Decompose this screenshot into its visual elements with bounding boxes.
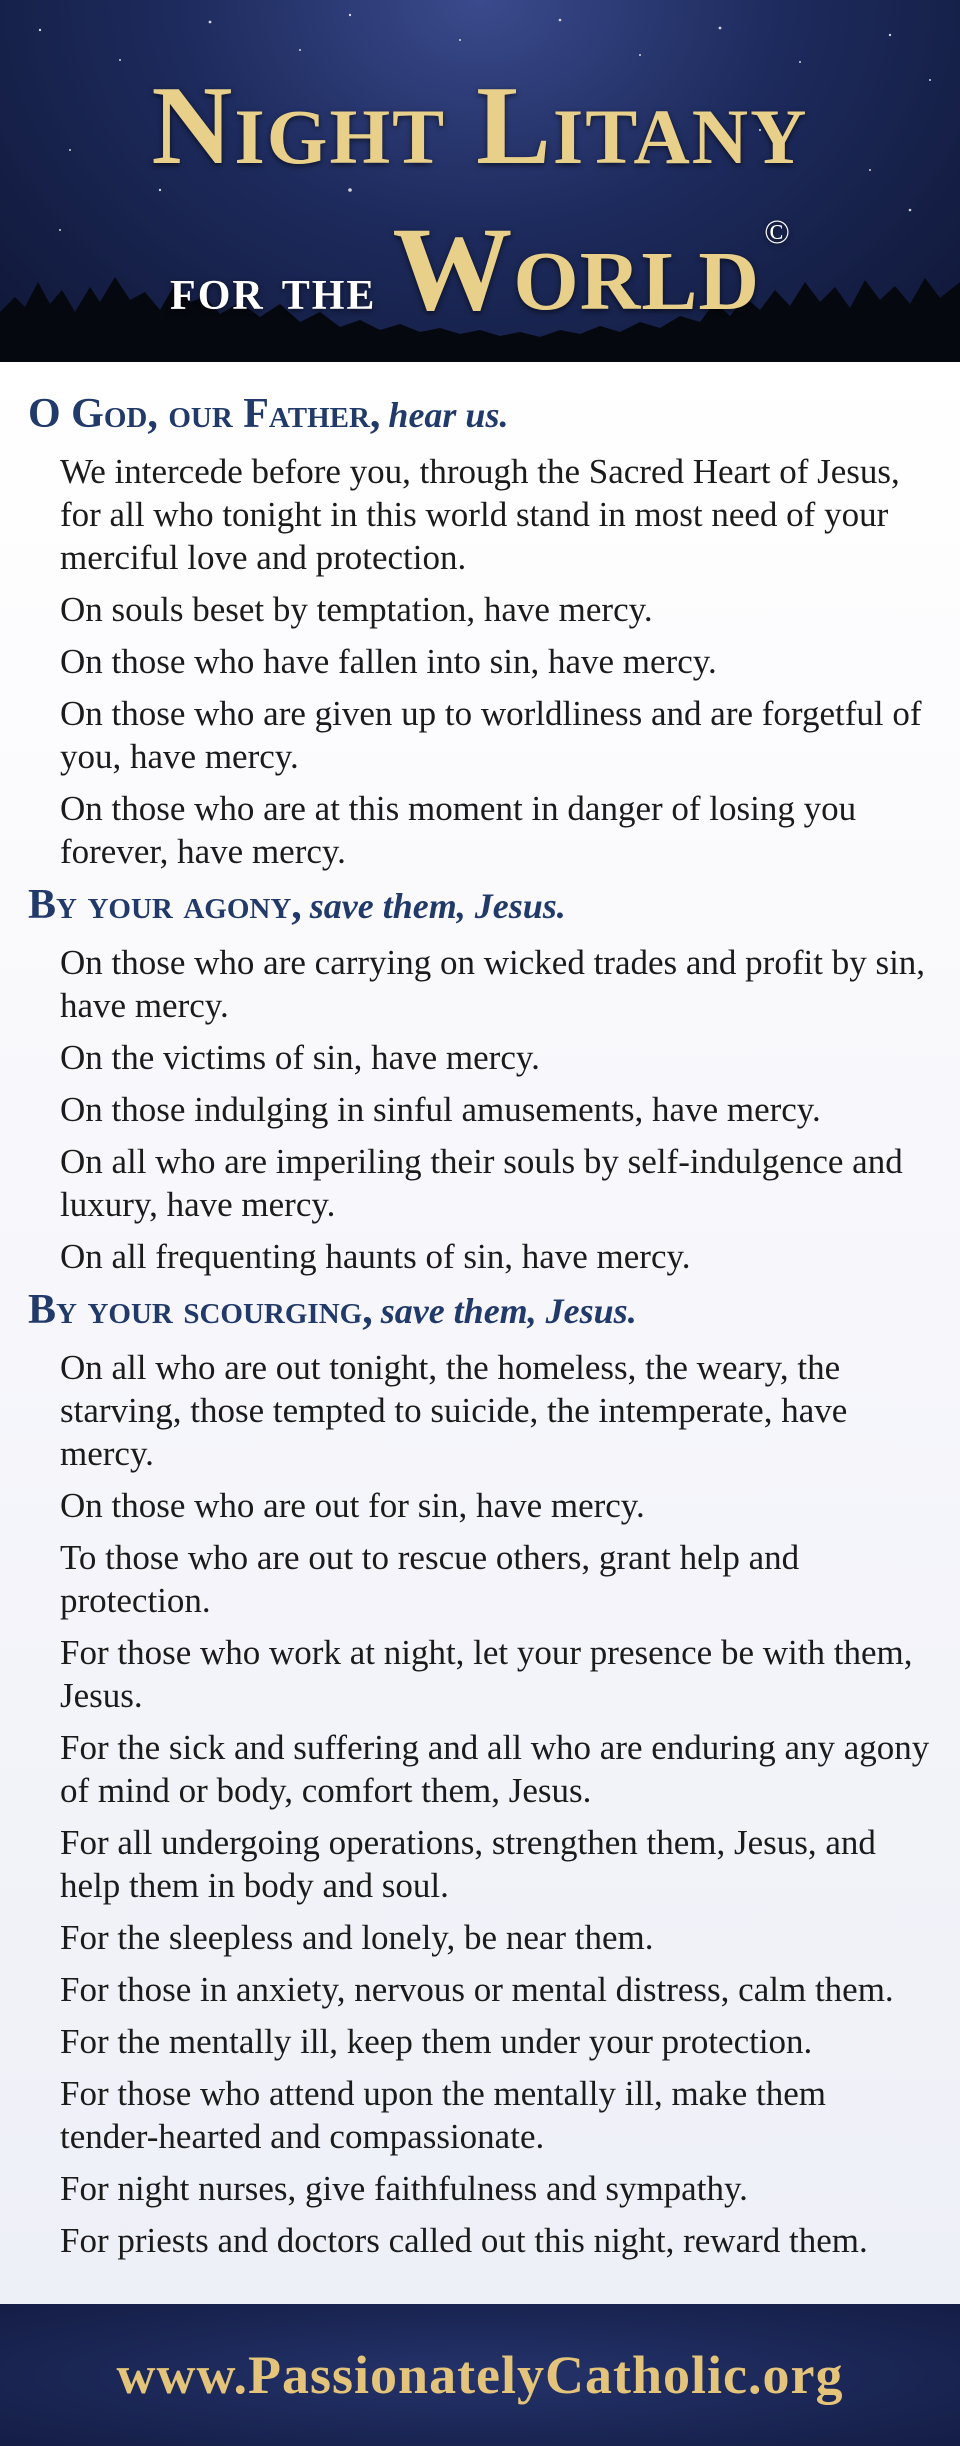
litany-body bbox=[0, 362, 960, 2304]
section-heading-text: O God, our Father, bbox=[28, 391, 381, 437]
litany-petition: For those in anxiety, nervous or mental distress, calm them. bbox=[60, 1970, 894, 2009]
section-heading bbox=[28, 388, 932, 441]
section-heading-text: By your agony, bbox=[28, 882, 302, 928]
litany-petition: We intercede before you, through the Sacred Heart of Jesus, for all who tonight in this world stand in most need of your merciful love and protection. bbox=[60, 452, 900, 577]
litany-petition: For all undergoing operations, strengthen them, Jesus, and help them in body and soul. bbox=[60, 1823, 876, 1905]
title-line-2 bbox=[0, 200, 960, 338]
litany-petition: On all frequenting haunts of sin, have mercy. bbox=[60, 1237, 691, 1276]
section-response: hear us. bbox=[388, 395, 509, 435]
litany-petition: On the victims of sin, have mercy. bbox=[60, 1038, 540, 1077]
section-response: save them, Jesus. bbox=[380, 1291, 637, 1331]
litany-petition: For the sleepless and lonely, be near them. bbox=[60, 1918, 654, 1957]
section-heading bbox=[28, 879, 932, 932]
litany-petition: On those indulging in sinful amusements, have mercy. bbox=[60, 1090, 821, 1129]
litany-petition: For those who work at night, let your presence be with them, Jesus. bbox=[60, 1633, 913, 1715]
litany-petition: On those who are carrying on wicked trades and profit by sin, have mercy. bbox=[60, 943, 926, 1025]
litany-petition: For the mentally ill, keep them under your protection. bbox=[60, 2022, 813, 2061]
website-url[interactable]: www.PassionatelyCatholic.org bbox=[116, 2345, 844, 2405]
section-heading bbox=[28, 1284, 932, 1337]
litany-petition: On those who have fallen into sin, have mercy. bbox=[60, 642, 717, 681]
section-heading-text: By your scourging, bbox=[28, 1287, 373, 1333]
litany-petition: For the sick and suffering and all who are enduring any agony of mind or body, comfort them, Jesus. bbox=[60, 1728, 930, 1810]
litany-petition: On all who are out tonight, the homeless, the weary, the starving, those tempted to suicide, the intemperate, have mercy. bbox=[60, 1348, 848, 1473]
copyright-symbol: © bbox=[764, 214, 790, 251]
litany-petition: For night nurses, give faithfulness and sympathy. bbox=[60, 2169, 748, 2208]
section-response: save them, Jesus. bbox=[309, 886, 566, 926]
litany-petition: To those who are out to rescue others, grant help and protection. bbox=[60, 1538, 800, 1620]
title-line-1: Night Litany bbox=[151, 64, 809, 188]
title-for-the: for the bbox=[170, 256, 377, 322]
litany-petition: On those who are at this moment in danger of losing you forever, have mercy. bbox=[60, 789, 857, 871]
footer-banner bbox=[0, 2304, 960, 2446]
litany-petition: On those who are out for sin, have mercy. bbox=[60, 1486, 645, 1525]
litany-petition: For priests and doctors called out this night, reward them. bbox=[60, 2221, 868, 2260]
litany-petition: On all who are imperiling their souls by self-indulgence and luxury, have mercy. bbox=[60, 1142, 903, 1224]
litany-petition: On those who are given up to worldliness and are forgetful of you, have mercy. bbox=[60, 694, 922, 776]
title-banner bbox=[0, 0, 960, 362]
litany-petition: For those who attend upon the mentally ill, make them tender-hearted and compassionate. bbox=[60, 2074, 826, 2156]
title-world: World bbox=[392, 202, 761, 335]
litany-petition: On souls beset by temptation, have mercy. bbox=[60, 590, 653, 629]
